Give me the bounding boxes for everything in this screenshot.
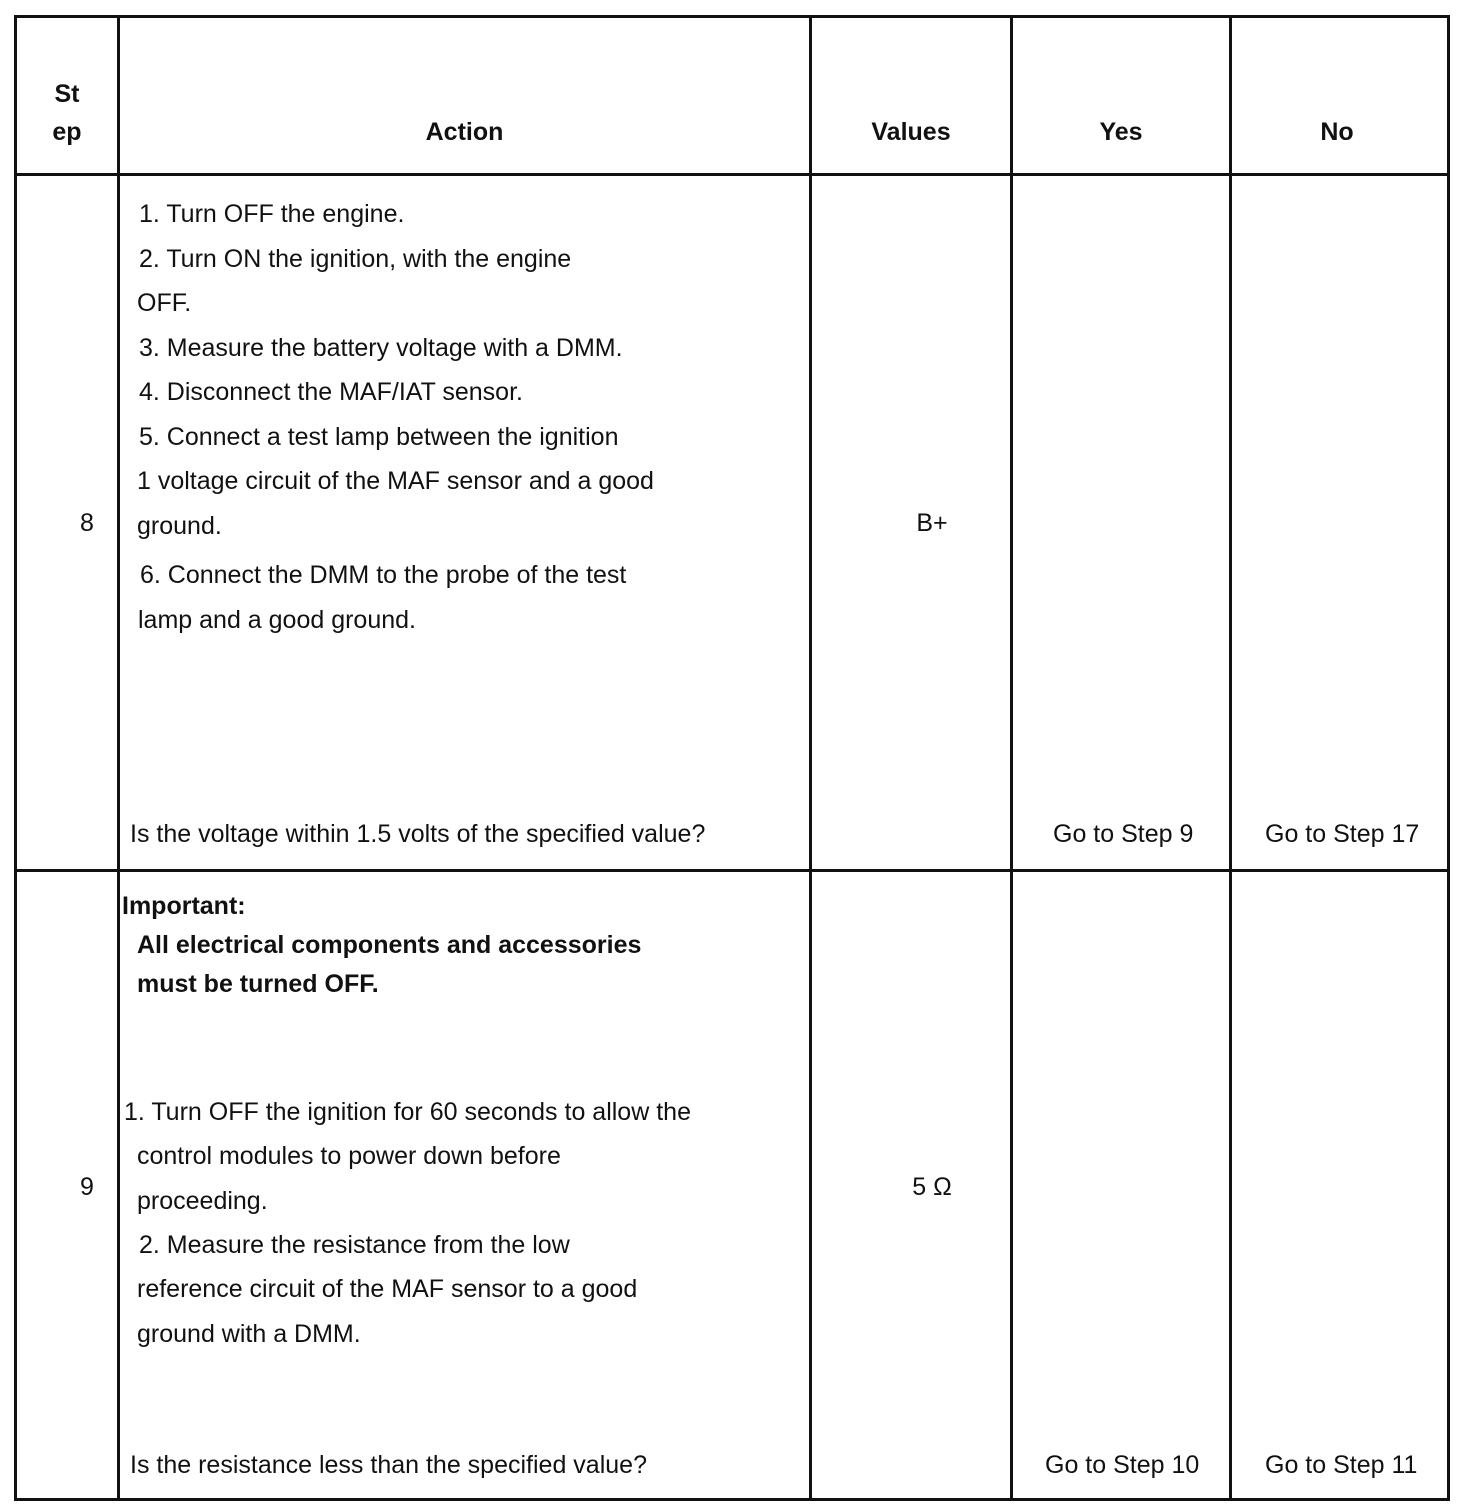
header-values: Values — [871, 118, 951, 146]
no-result: Go to Step 11 — [1265, 1451, 1418, 1479]
action-step-line: ground with a DMM. — [137, 1320, 361, 1348]
column-divider — [117, 18, 120, 1498]
row-divider — [17, 869, 1447, 872]
spec-value: B+ — [916, 509, 948, 537]
action-question: Is the resistance less than the specified value? — [130, 1451, 647, 1479]
yes-result: Go to Step 10 — [1045, 1451, 1200, 1479]
header-no: No — [1320, 118, 1354, 146]
yes-result: Go to Step 9 — [1053, 820, 1194, 848]
action-step-line: 1. Turn OFF the engine. — [139, 200, 405, 228]
action-step-line: 2. Turn ON the ignition, with the engine — [139, 245, 572, 273]
action-step-line: 2. Measure the resistance from the low — [139, 1231, 570, 1259]
action-step-line: 4. Disconnect the MAF/IAT sensor. — [139, 378, 523, 406]
action-step-line: control modules to power down before — [137, 1142, 561, 1170]
action-step-line: 3. Measure the battery voltage with a DMM. — [139, 334, 623, 362]
action-step-line: 5. Connect a test lamp between the ignition — [139, 423, 619, 451]
action-step-line: lamp and a good ground. — [138, 606, 416, 634]
diagnostic-table — [14, 15, 1450, 1501]
important-note-line: must be turned OFF. — [137, 970, 379, 998]
column-divider — [1229, 18, 1232, 1498]
action-step-line: 1. Turn OFF the ignition for 60 seconds to allow the — [124, 1098, 691, 1126]
important-note-line: All electrical components and accessories — [137, 931, 642, 959]
spec-value: 5 Ω — [912, 1173, 952, 1201]
header-action: Action — [425, 118, 504, 146]
action-step-line: proceeding. — [137, 1187, 268, 1215]
no-result: Go to Step 17 — [1265, 820, 1420, 848]
action-step-line: reference circuit of the MAF sensor to a good — [137, 1275, 638, 1303]
column-divider — [1010, 18, 1013, 1498]
action-question: Is the voltage within 1.5 volts of the specified value? — [130, 820, 706, 848]
column-divider — [809, 18, 812, 1498]
step-number: 8 — [80, 509, 94, 537]
header-step-line2: ep — [52, 118, 82, 146]
header-step — [17, 75, 117, 151]
header-yes: Yes — [1099, 118, 1143, 146]
row-divider — [17, 173, 1447, 176]
important-title: Important: — [122, 892, 246, 920]
action-step-line: 6. Connect the DMM to the probe of the test — [140, 561, 627, 589]
action-step-line: OFF. — [137, 289, 192, 317]
action-step-line: 1 voltage circuit of the MAF sensor and a good — [137, 467, 654, 495]
action-step-line: ground. — [137, 512, 222, 540]
header-step-line1: St — [54, 80, 80, 108]
step-number: 9 — [80, 1173, 94, 1201]
